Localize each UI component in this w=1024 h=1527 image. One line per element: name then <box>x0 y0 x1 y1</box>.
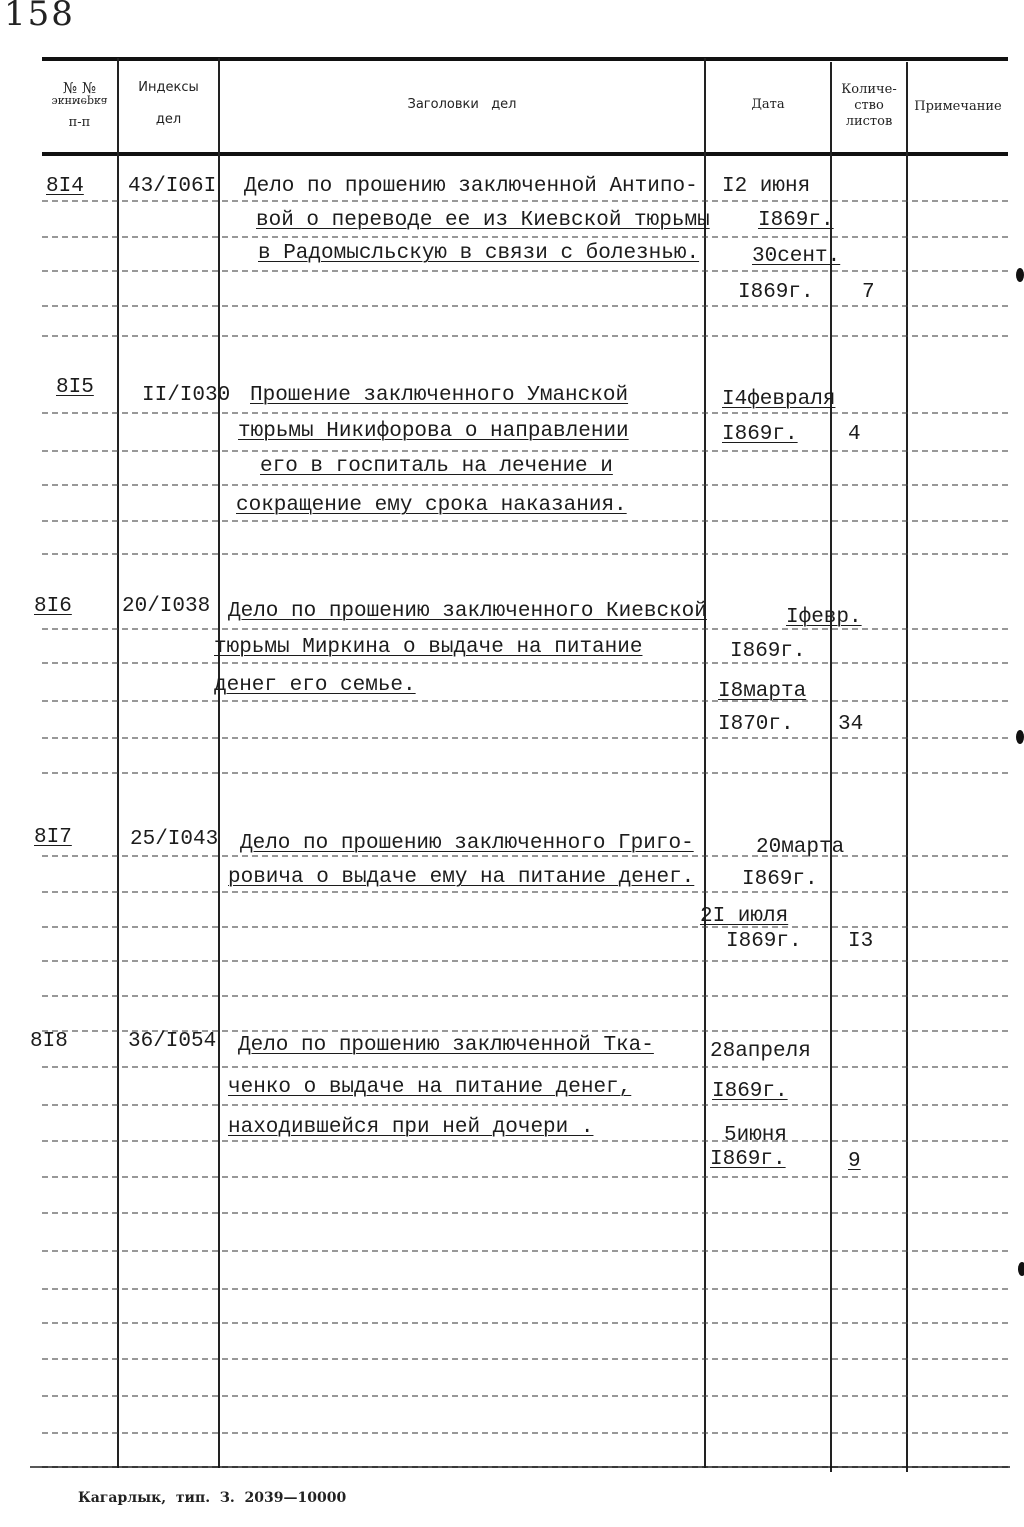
header-sheets-line3: листов <box>845 114 893 129</box>
entry-date-line: I869г. <box>742 868 818 891</box>
entry-title-line: ровича о выдаче ему на питание денег. <box>228 866 695 889</box>
entry-title-line: ченко о выдаче на питание денег, <box>228 1076 632 1099</box>
entry-date-line: I2 июня <box>722 175 811 198</box>
entry-date-line: I869г. <box>710 1148 786 1171</box>
header-num-line2: экнмерка <box>51 95 108 108</box>
entry-date-line: 28апреля <box>710 1040 811 1063</box>
entry-title-line: в Радомысльскую в связи с болезнью. <box>258 242 700 265</box>
printer-imprint: Кагарлык, тип. З. 2039—10000 <box>78 1490 347 1506</box>
entry-date-line: I869г. <box>712 1080 788 1103</box>
margin-mark <box>1018 1262 1024 1276</box>
header-index-line1: Индексы <box>138 80 199 95</box>
entry-date-line: I869г. <box>722 423 798 446</box>
header-num-line3: п-п <box>68 115 91 130</box>
entry-title-line: находившейся при ней дочери . <box>228 1116 594 1139</box>
entry-index: 43/I06I <box>128 175 217 198</box>
entry-sheets: I3 <box>848 930 874 953</box>
header-num-line1: № № <box>62 79 97 97</box>
entry-number: 8I4 <box>46 175 84 198</box>
col-divider-4 <box>830 62 832 1472</box>
entry-title-line: вой о переводе ее из Киевской тюрьмы <box>256 209 710 232</box>
entry-date-line: I8марта <box>718 680 807 703</box>
page-number: 158 <box>4 0 75 34</box>
entry-number: 8I5 <box>56 376 94 399</box>
header-sheets-line1: Количе- <box>841 82 897 97</box>
entry-number: 8I7 <box>34 826 72 849</box>
entry-sheets: 7 <box>862 281 875 304</box>
entry-date-line: I4февраля <box>722 388 836 411</box>
header-top-rule <box>42 57 1008 61</box>
entry-sheets: 9 <box>848 1150 861 1173</box>
margin-mark <box>1016 730 1024 744</box>
margin-mark <box>1016 268 1024 282</box>
entry-date-line: 20марта <box>756 836 845 859</box>
entry-title-line: Дело по прошению заключенного Киевской <box>228 600 707 623</box>
entry-title-line: денег его семье. <box>214 674 416 697</box>
entry-title-line: Прошение заключенного Уманской <box>250 384 629 407</box>
entry-sheets: 4 <box>848 423 861 446</box>
header-sheets-line2: ство <box>854 98 884 113</box>
header-num <box>42 80 117 131</box>
entry-date-line: I869г. <box>726 930 802 953</box>
bottom-rule <box>30 1466 1010 1468</box>
header-note: Примечание <box>914 99 1002 114</box>
header-bottom-rule <box>42 152 1008 156</box>
entry-date-line: 30сент. <box>752 245 841 268</box>
entry-date-line: Iфевр. <box>786 606 862 629</box>
header-title: Заголовки дел <box>407 97 517 112</box>
entry-title-line: сокращение ему срока наказания. <box>236 494 627 517</box>
header-sheets <box>832 82 906 130</box>
entry-title-line: Дело по прошению заключенной Антипо- <box>244 175 698 198</box>
entry-index: 25/I043 <box>130 828 219 851</box>
entry-title-line: его в госпиталь на лечение и <box>260 455 613 478</box>
entry-date-line: I870г. <box>718 713 794 736</box>
header-index-line2: дел <box>155 112 182 127</box>
col-divider-5 <box>906 62 908 1472</box>
entry-index: 20/I038 <box>122 595 211 618</box>
entry-date-line: I869г. <box>738 281 814 304</box>
entry-title-line: Дело по прошению заключенного Григо- <box>240 832 694 855</box>
entry-date-line: I869г. <box>758 209 834 232</box>
entry-number: 8I6 <box>34 595 72 618</box>
entry-title-line: тюрьмы Никифорова о направлении <box>238 420 629 443</box>
entry-index: 36/I054 <box>128 1030 217 1053</box>
entry-title-line: тюрьмы Миркина о выдаче на питание <box>214 636 643 659</box>
entry-number: 8I8 <box>30 1030 68 1053</box>
entry-date-line: 2I июля <box>700 905 789 928</box>
entry-index: II/I030 <box>142 384 231 407</box>
header-index <box>119 80 218 128</box>
header-date: Дата <box>751 97 785 112</box>
entry-date-line: 5июня <box>724 1124 788 1147</box>
entry-sheets: 34 <box>838 713 864 736</box>
entry-title-line: Дело по прошению заключенной Тка- <box>238 1034 654 1057</box>
entry-date-line: I869г. <box>730 640 806 663</box>
